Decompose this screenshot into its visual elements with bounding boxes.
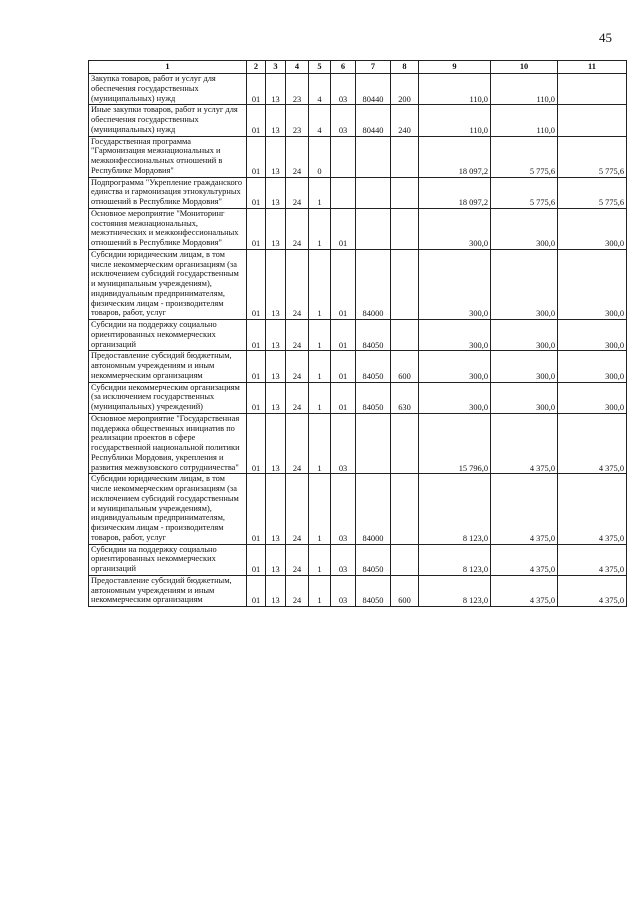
amount-col11-cell: 300,0 [558, 382, 627, 413]
section-code-cell: 01 [247, 575, 266, 606]
column-number-row [89, 61, 627, 74]
section-code-cell: 01 [247, 74, 266, 105]
activity-code-cell: 01 [331, 351, 356, 382]
row-name-cell: Субсидии на поддержку социально ориентированных некоммерческих организаций [89, 544, 247, 575]
section-code-cell: 01 [247, 249, 266, 319]
table-row [89, 413, 627, 474]
expense-type-cell: 200 [391, 74, 419, 105]
expense-type-cell: 630 [391, 382, 419, 413]
amount-col9-cell: 300,0 [419, 351, 491, 382]
direction-code-cell [356, 208, 391, 249]
amount-col11-cell: 300,0 [558, 208, 627, 249]
section-code-cell: 01 [247, 382, 266, 413]
activity-code-cell [331, 177, 356, 208]
amount-col11-cell: 5 775,6 [558, 136, 627, 177]
amount-col9-cell: 8 123,0 [419, 474, 491, 544]
subsection-code-cell: 13 [266, 575, 286, 606]
amount-col11-cell: 5 775,6 [558, 177, 627, 208]
page-number: 45 [599, 30, 612, 45]
subsection-code-cell: 13 [266, 474, 286, 544]
expense-type-cell [391, 208, 419, 249]
amount-col10-cell: 4 375,0 [491, 575, 558, 606]
amount-col10-cell: 4 375,0 [491, 544, 558, 575]
section-code-cell: 01 [247, 177, 266, 208]
column-header: 1 [89, 61, 247, 74]
amount-col10-cell: 4 375,0 [491, 413, 558, 474]
direction-code-cell [356, 177, 391, 208]
section-code-cell: 01 [247, 474, 266, 544]
expense-type-cell [391, 136, 419, 177]
amount-col11-cell: 4 375,0 [558, 544, 627, 575]
row-name-cell: Закупка товаров, работ и услуг для обеспечения государственных (муниципальных) нужд [89, 74, 247, 105]
amount-col11-cell: 300,0 [558, 249, 627, 319]
subsection-code-cell: 13 [266, 74, 286, 105]
subsection-code-cell: 13 [266, 320, 286, 351]
subprogram-code-cell: 1 [309, 413, 331, 474]
table-row [89, 474, 627, 544]
activity-code-cell: 03 [331, 105, 356, 136]
row-name-cell: Субсидии юридическим лицам, в том числе некоммерческим организациям (за исключением субсидий государственным и муниципальным учреждениям), индивидуальным предпринимателям, физическим лицам - производителям товаров, работ, услуг [89, 474, 247, 544]
amount-col10-cell: 4 375,0 [491, 474, 558, 544]
amount-col9-cell: 300,0 [419, 382, 491, 413]
amount-col10-cell: 110,0 [491, 105, 558, 136]
column-header: 10 [491, 61, 558, 74]
column-header: 7 [356, 61, 391, 74]
subsection-code-cell: 13 [266, 382, 286, 413]
column-header: 2 [247, 61, 266, 74]
amount-col9-cell: 110,0 [419, 74, 491, 105]
expense-type-cell [391, 413, 419, 474]
amount-col9-cell: 8 123,0 [419, 544, 491, 575]
direction-code-cell [356, 413, 391, 474]
amount-col11-cell: 4 375,0 [558, 575, 627, 606]
subprogram-code-cell: 1 [309, 544, 331, 575]
subsection-code-cell: 13 [266, 208, 286, 249]
row-name-cell: Предоставление субсидий бюджетным, автономным учреждениям и иным некоммерческим организациям [89, 351, 247, 382]
direction-code-cell: 84050 [356, 320, 391, 351]
amount-col9-cell: 300,0 [419, 249, 491, 319]
amount-col10-cell: 5 775,6 [491, 136, 558, 177]
amount-col11-cell: 4 375,0 [558, 413, 627, 474]
direction-code-cell: 84000 [356, 474, 391, 544]
expense-type-cell [391, 474, 419, 544]
direction-code-cell: 80440 [356, 105, 391, 136]
amount-col11-cell: 300,0 [558, 351, 627, 382]
program-code-cell: 24 [286, 544, 309, 575]
activity-code-cell: 01 [331, 208, 356, 249]
section-code-cell: 01 [247, 544, 266, 575]
amount-col10-cell: 5 775,6 [491, 177, 558, 208]
amount-col9-cell: 300,0 [419, 208, 491, 249]
subsection-code-cell: 13 [266, 249, 286, 319]
table-row [89, 320, 627, 351]
subprogram-code-cell: 0 [309, 136, 331, 177]
table-row [89, 74, 627, 105]
activity-code-cell: 03 [331, 74, 356, 105]
table-row [89, 249, 627, 319]
subsection-code-cell: 13 [266, 413, 286, 474]
direction-code-cell: 80440 [356, 74, 391, 105]
expense-type-cell: 240 [391, 105, 419, 136]
column-header: 6 [331, 61, 356, 74]
subprogram-code-cell: 1 [309, 177, 331, 208]
column-header: 4 [286, 61, 309, 74]
column-header: 3 [266, 61, 286, 74]
program-code-cell: 24 [286, 249, 309, 319]
amount-col10-cell: 300,0 [491, 249, 558, 319]
budget-table-body [89, 74, 627, 607]
program-code-cell: 24 [286, 136, 309, 177]
expense-type-cell: 600 [391, 575, 419, 606]
program-code-cell: 24 [286, 413, 309, 474]
table-row [89, 208, 627, 249]
subprogram-code-cell: 4 [309, 105, 331, 136]
row-name-cell: Субсидии некоммерческим организациям (за исключением государственных (муниципальных) учреждений) [89, 382, 247, 413]
section-code-cell: 01 [247, 351, 266, 382]
amount-col11-cell: 300,0 [558, 320, 627, 351]
expense-type-cell: 600 [391, 351, 419, 382]
amount-col10-cell: 300,0 [491, 208, 558, 249]
amount-col11-cell: 4 375,0 [558, 474, 627, 544]
activity-code-cell: 03 [331, 575, 356, 606]
column-header: 5 [309, 61, 331, 74]
activity-code-cell [331, 136, 356, 177]
subprogram-code-cell: 1 [309, 208, 331, 249]
column-header: 8 [391, 61, 419, 74]
subsection-code-cell: 13 [266, 544, 286, 575]
direction-code-cell: 84000 [356, 249, 391, 319]
activity-code-cell: 01 [331, 249, 356, 319]
amount-col11-cell [558, 74, 627, 105]
program-code-cell: 24 [286, 382, 309, 413]
table-row [89, 351, 627, 382]
row-name-cell: Подпрограмма "Укрепление гражданского единства и гармонизация этнокультурных отношений в Республике Мордовия" [89, 177, 247, 208]
direction-code-cell: 84050 [356, 351, 391, 382]
subsection-code-cell: 13 [266, 105, 286, 136]
column-header: 11 [558, 61, 627, 74]
section-code-cell: 01 [247, 208, 266, 249]
amount-col10-cell: 110,0 [491, 74, 558, 105]
direction-code-cell: 84050 [356, 575, 391, 606]
subsection-code-cell: 13 [266, 351, 286, 382]
budget-table [88, 60, 627, 607]
subprogram-code-cell: 1 [309, 382, 331, 413]
subprogram-code-cell: 4 [309, 74, 331, 105]
program-code-cell: 24 [286, 474, 309, 544]
section-code-cell: 01 [247, 105, 266, 136]
activity-code-cell: 03 [331, 474, 356, 544]
row-name-cell: Основное мероприятие "Государственная поддержка общественных инициатив по реализации проектов в сфере государственной национальной политики Республики Мордовия, укрепления и развития межвузовского сотрудничества" [89, 413, 247, 474]
program-code-cell: 24 [286, 208, 309, 249]
subprogram-code-cell: 1 [309, 575, 331, 606]
table-row [89, 382, 627, 413]
amount-col11-cell [558, 105, 627, 136]
expense-type-cell [391, 249, 419, 319]
program-code-cell: 23 [286, 105, 309, 136]
table-row [89, 575, 627, 606]
subsection-code-cell: 13 [266, 136, 286, 177]
program-code-cell: 23 [286, 74, 309, 105]
subprogram-code-cell: 1 [309, 320, 331, 351]
direction-code-cell: 84050 [356, 544, 391, 575]
activity-code-cell: 03 [331, 413, 356, 474]
column-header: 9 [419, 61, 491, 74]
program-code-cell: 24 [286, 351, 309, 382]
program-code-cell: 24 [286, 320, 309, 351]
program-code-cell: 24 [286, 177, 309, 208]
expense-type-cell [391, 177, 419, 208]
section-code-cell: 01 [247, 320, 266, 351]
amount-col9-cell: 15 796,0 [419, 413, 491, 474]
amount-col9-cell: 18 097,2 [419, 136, 491, 177]
subsection-code-cell: 13 [266, 177, 286, 208]
activity-code-cell: 01 [331, 320, 356, 351]
table-row [89, 544, 627, 575]
amount-col10-cell: 300,0 [491, 351, 558, 382]
activity-code-cell: 01 [331, 382, 356, 413]
section-code-cell: 01 [247, 136, 266, 177]
amount-col9-cell: 110,0 [419, 105, 491, 136]
amount-col10-cell: 300,0 [491, 382, 558, 413]
row-name-cell: Государственная программа "Гармонизация межнациональных и межконфессиональных отношений в Республике Мордовия" [89, 136, 247, 177]
table-row [89, 177, 627, 208]
amount-col9-cell: 8 123,0 [419, 575, 491, 606]
expense-type-cell [391, 320, 419, 351]
subprogram-code-cell: 1 [309, 249, 331, 319]
subprogram-code-cell: 1 [309, 351, 331, 382]
subprogram-code-cell: 1 [309, 474, 331, 544]
amount-col10-cell: 300,0 [491, 320, 558, 351]
row-name-cell: Субсидии юридическим лицам, в том числе некоммерческим организациям (за исключением субсидий государственным и муниципальным учреждениям), индивидуальным предпринимателям, физическим лицам - производителям товаров, работ, услуг [89, 249, 247, 319]
direction-code-cell: 84050 [356, 382, 391, 413]
row-name-cell: Основное мероприятие "Мониторинг состояния межнациональных, межэтнических и межконфессиональных отношений в Республике Мордовия" [89, 208, 247, 249]
row-name-cell: Иные закупки товаров, работ и услуг для обеспечения государственных (муниципальных) нужд [89, 105, 247, 136]
amount-col9-cell: 18 097,2 [419, 177, 491, 208]
table-row [89, 105, 627, 136]
section-code-cell: 01 [247, 413, 266, 474]
expense-type-cell [391, 544, 419, 575]
direction-code-cell [356, 136, 391, 177]
table-row [89, 136, 627, 177]
program-code-cell: 24 [286, 575, 309, 606]
activity-code-cell: 03 [331, 544, 356, 575]
row-name-cell: Предоставление субсидий бюджетным, автономным учреждениям и иным некоммерческим организациям [89, 575, 247, 606]
amount-col9-cell: 300,0 [419, 320, 491, 351]
row-name-cell: Субсидии на поддержку социально ориентированных некоммерческих организаций [89, 320, 247, 351]
